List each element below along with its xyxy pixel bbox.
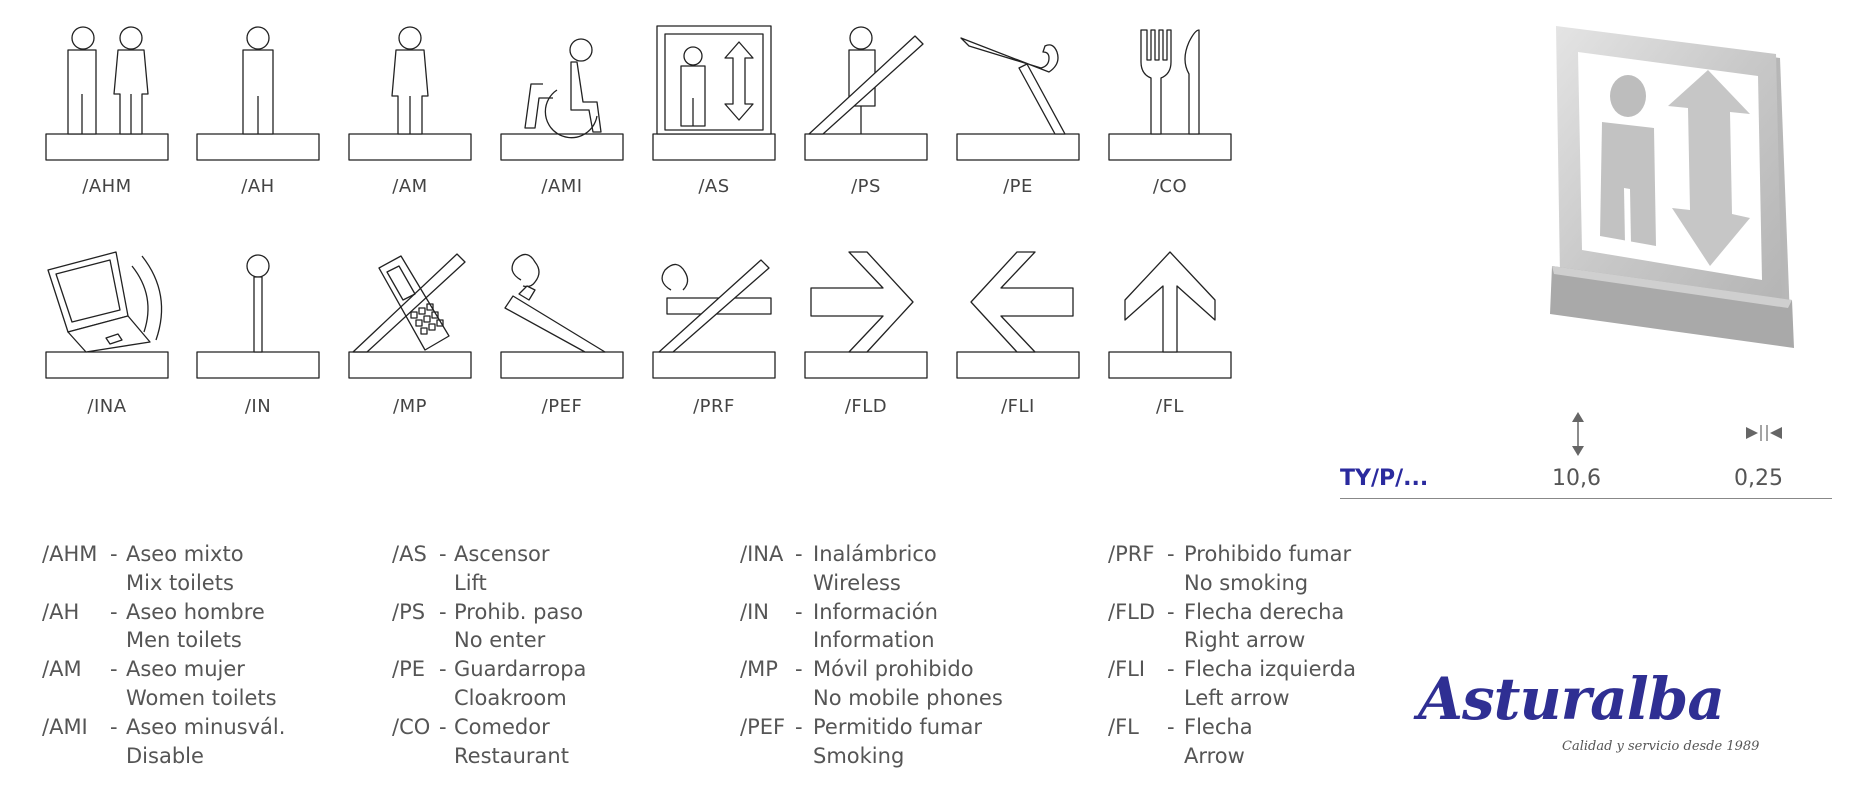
legend-code: /AMI: [42, 714, 88, 739]
legend-english: Information: [813, 628, 935, 653]
legend-spanish: Permitido fumar: [813, 714, 982, 739]
legend-spanish: Prohib. paso: [454, 599, 584, 624]
brand-name: Asturalba: [1418, 665, 1724, 733]
legend-column-2: [392, 540, 712, 770]
legend-separator: -: [1167, 542, 1175, 566]
legend-code: /PRF: [1108, 542, 1155, 566]
sign-code-label: /CO: [1152, 176, 1188, 197]
legend-separator: -: [110, 657, 118, 682]
legend-english: Restaurant: [454, 743, 569, 768]
legend-item: [1108, 713, 1408, 771]
legend-english: Left arrow: [1184, 685, 1290, 710]
legend-spanish: Ascensor: [454, 542, 550, 566]
legend-code: /MP: [740, 657, 778, 682]
women-toilet-icon: [349, 27, 471, 160]
legend-item: [42, 655, 362, 713]
sign-code-label: /IN: [244, 396, 272, 417]
sign-code-label: /PE: [1003, 176, 1033, 197]
legend-code: /INA: [740, 542, 784, 566]
legend-separator: -: [110, 542, 118, 566]
legend-item: [1108, 598, 1408, 656]
elevator-sign-photo: [1530, 18, 1830, 388]
legend-separator: -: [795, 599, 803, 624]
legend-item: [740, 713, 1080, 771]
wireless-laptop-icon: [46, 252, 168, 378]
sign-code-label: /PS: [851, 176, 881, 197]
legend-spanish: Aseo mixto: [126, 542, 244, 566]
brand-logo: [1410, 665, 1790, 775]
sign-code-label: /INA: [87, 396, 127, 417]
brand-tagline: Calidad y servicio desde 1989: [1562, 739, 1760, 754]
legend-code: /IN: [740, 599, 769, 624]
legend-separator: -: [795, 657, 803, 682]
legend-item: [740, 655, 1080, 713]
thickness-arrows-icon: [1744, 424, 1784, 442]
legend-english: Lift: [454, 570, 487, 595]
legend-spanish: Aseo hombre: [126, 599, 265, 624]
legend-code: /PS: [392, 599, 426, 624]
legend-separator: -: [110, 599, 118, 624]
legend-code: /AS: [392, 542, 427, 566]
legend-separator: -: [795, 714, 803, 739]
legend-spanish: Guardarropa: [454, 657, 587, 682]
legend-item: [392, 540, 712, 598]
legend-english: Cloakroom: [454, 685, 567, 710]
left-arrow-icon: [957, 252, 1079, 378]
legend-spanish: Prohibido fumar: [1184, 542, 1352, 566]
legend-english: Mix toilets: [126, 570, 234, 595]
legend-english: Arrow: [1184, 743, 1245, 768]
sign-code-label: /AM: [392, 176, 428, 197]
legend-spanish: Aseo mujer: [126, 657, 245, 682]
no-smoking-icon: [653, 260, 775, 378]
legend-separator: -: [1167, 599, 1175, 624]
legend-separator: -: [439, 657, 447, 682]
spec-thickness: 0,25: [1734, 466, 1783, 491]
legend-spanish: Flecha: [1184, 714, 1253, 739]
right-arrow-icon: [805, 252, 927, 378]
legend-column-3: [740, 540, 1080, 770]
legend-code: /FLI: [1108, 657, 1146, 682]
legend-english: Right arrow: [1184, 628, 1306, 653]
spec-height: 10,6: [1552, 466, 1601, 491]
legend-separator: -: [795, 542, 803, 566]
legend-separator: -: [439, 542, 447, 566]
legend-english: No mobile phones: [813, 685, 1003, 710]
legend-english: Women toilets: [126, 685, 277, 710]
legend-code: /AM: [42, 657, 82, 682]
legend-separator: -: [439, 714, 447, 739]
legend-item: [392, 713, 712, 771]
elevator-icon: [653, 26, 775, 160]
legend-spanish: Información: [813, 599, 938, 624]
legend-code: /CO: [392, 714, 431, 739]
legend-english: No smoking: [1184, 570, 1309, 595]
legend-code: /FLD: [1108, 599, 1156, 624]
spec-code: TY/P/...: [1340, 466, 1429, 491]
vertical-double-arrow-icon: [1569, 410, 1587, 458]
no-mobile-icon: [349, 254, 471, 378]
legend-english: No enter: [454, 628, 546, 653]
information-icon: [197, 255, 319, 378]
legend-separator: -: [439, 599, 447, 624]
sign-code-label: /FL: [1156, 396, 1184, 417]
legend-column-1: [42, 540, 362, 770]
legend-english: Wireless: [813, 570, 901, 595]
legend-item: [42, 540, 362, 598]
mixed-toilets-icon: [46, 27, 168, 160]
sign-code-label: /MP: [393, 396, 427, 417]
sign-code-label: /AMI: [541, 176, 583, 197]
legend-column-4: [1108, 540, 1408, 770]
legend-spanish: Comedor: [454, 714, 550, 739]
fork-knife-icon: [1109, 30, 1231, 160]
legend-item: [42, 713, 362, 771]
legend-item: [740, 598, 1080, 656]
sign-code-label: /PRF: [693, 396, 735, 417]
coat-hanger-icon: [957, 38, 1079, 160]
legend-english: Men toilets: [126, 628, 242, 653]
legend-item: [740, 540, 1080, 598]
legend-code: /PEF: [740, 714, 786, 739]
legend-item: [392, 655, 712, 713]
smoking-icon: [501, 254, 623, 378]
sign-code-label: /AH: [241, 176, 275, 197]
legend-code: /PE: [392, 657, 426, 682]
up-arrow-icon: [1109, 252, 1231, 378]
sign-code-label: /FLI: [1001, 396, 1035, 417]
legend-item: [1108, 540, 1408, 598]
legend-item: [392, 598, 712, 656]
men-toilet-icon: [197, 27, 319, 160]
legend-code: /FL: [1108, 714, 1139, 739]
legend-item: [1108, 655, 1408, 713]
spec-row: [1340, 462, 1832, 499]
legend-separator: -: [1167, 714, 1175, 739]
legend-english: Smoking: [813, 743, 905, 768]
legend-item: [42, 598, 362, 656]
sign-code-label: /AHM: [82, 176, 132, 197]
legend-english: Disable: [126, 743, 204, 768]
legend-separator: -: [1167, 657, 1175, 682]
legend-spanish: Flecha izquierda: [1184, 657, 1356, 682]
legend-spanish: Móvil prohibido: [813, 657, 974, 682]
legend-spanish: Flecha derecha: [1184, 599, 1345, 624]
wheelchair-icon: [501, 39, 623, 160]
no-entry-icon: [805, 27, 927, 160]
sign-code-label: /PEF: [541, 396, 583, 417]
legend-code: /AH: [42, 599, 80, 624]
sign-code-label: /AS: [698, 176, 730, 197]
legend-spanish: Inalámbrico: [813, 542, 937, 566]
sign-code-label: /FLD: [844, 396, 888, 417]
legend-spanish: Aseo minusvál.: [126, 714, 286, 739]
legend-separator: -: [110, 714, 118, 739]
legend-code: /AHM: [42, 542, 98, 566]
